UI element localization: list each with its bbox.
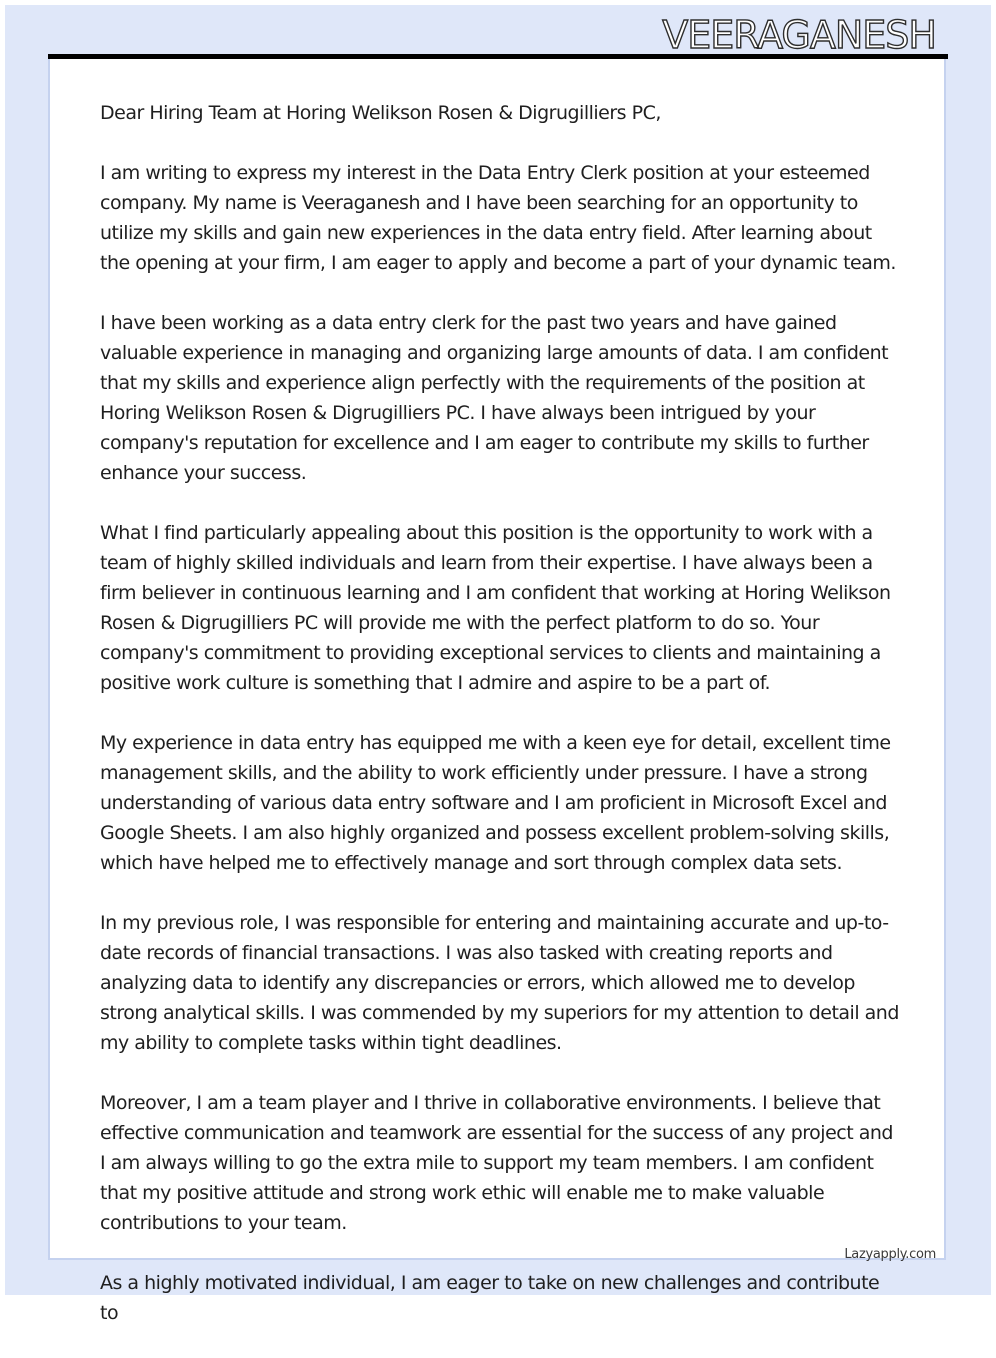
lazyapply-watermark: Lazyapply.com	[844, 1247, 936, 1262]
cover-letter-body	[100, 98, 900, 1358]
applicant-name-heading: VEERAGANESH	[662, 13, 936, 57]
letter-paragraph-6: Moreover, I am a team player and I thrive in collaborative environments. I believe that effective communication and teamwork are essential for the success of any project and I am always willing to go the extra mile to support my team members. I am confident that my positive attitude and strong work ethic will enable me to make valuable contributions to your team.	[100, 1092, 893, 1234]
letter-paragraph-1: I am writing to express my interest in the Data Entry Clerk position at your esteemed company. My name is Veeraganesh and I have been searching for an opportunity to utilize my skills and gain new experiences in the data entry field. After learning about the opening at your firm, I am eager to apply and become a part of your dynamic team.	[100, 162, 896, 274]
letter-paragraph-3: What I find particularly appealing about this position is the opportunity to work with a team of highly skilled individuals and learn from their expertise. I have always been a firm believer in continuous learning and I am confident that working at Horing Welikson Rosen & Digrugilliers PC will provide me with the perfect platform to do so. Your company's commitment to providing exceptional services to clients and maintaining a positive work culture is something that I admire and aspire to be a part of.	[100, 522, 891, 694]
letter-paragraph-4: My experience in data entry has equipped me with a keen eye for detail, excellent time management skills, and the ability to work efficiently under pressure. I have a strong understanding of various data entry software and I am proficient in Microsoft Excel and Google Sheets. I am also highly organized and possess excellent problem-solving skills, which have helped me to effectively manage and sort through complex data sets.	[100, 732, 891, 874]
letter-paragraph-5: In my previous role, I was responsible for entering and maintaining accurate and up-to-date records of financial transactions. I was also tasked with creating reports and analyzing data to identify any discrepancies or errors, which allowed me to develop strong analytical skills. I was commended by my superiors for my attention to detail and my ability to complete tasks within tight deadlines.	[100, 912, 899, 1054]
letter-greeting: Dear Hiring Team at Horing Welikson Rosen & Digrugilliers PC,	[100, 102, 661, 124]
letter-paragraph-7: As a highly motivated individual, I am eager to take on new challenges and contribute to	[100, 1272, 880, 1324]
letter-paragraph-2: I have been working as a data entry clerk for the past two years and have gained valuable experience in managing and organizing large amounts of data. I am confident that my skills and experience align perfectly with the requirements of the position at Horing Welikson Rosen & Digrugilliers PC. I have always been intrigued by your company's reputation for excellence and I am eager to contribute my skills to further enhance your success.	[100, 312, 889, 484]
